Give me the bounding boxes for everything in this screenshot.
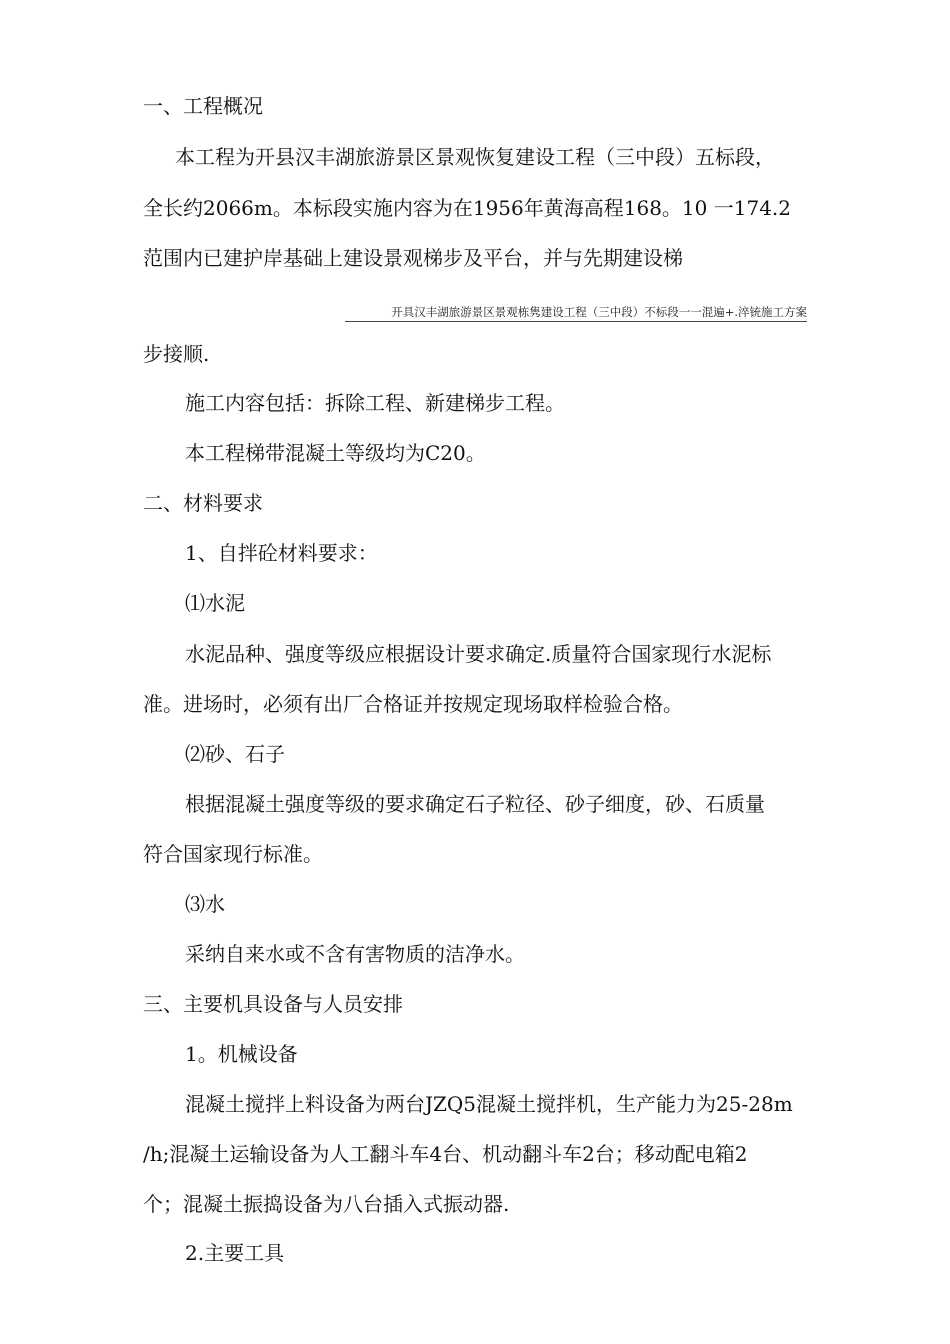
paragraph-line: 范围内已建护岸基础上建设景观梯步及平台，并与先期建设梯 [143,246,683,270]
paragraph-line: 根据混凝土强度等级的要求确定石子粒径、砂子细度，砂、石质量 [185,792,765,816]
paragraph-line: 本工程为开县汉丰湖旅游景区景观恢复建设工程（三中段）五标段， [175,145,775,169]
paragraph-line: 本工程梯带混凝土等级均为C20。 [185,441,486,465]
section-heading-2: 二、材料要求 [143,491,263,515]
subsection-heading: 1。机械设备 [185,1042,298,1066]
paragraph-line: /h;混凝土运输设备为人工翻斗车4台、机动翻斗车2台；移动配电箱2 [143,1142,748,1166]
item-heading: ⑴水泥 [185,591,245,615]
item-heading: ⑶水 [185,892,225,916]
paragraph-line: 步接顺. [143,342,210,366]
paragraph-line: 施工内容包括：拆除工程、新建梯步工程。 [185,391,565,415]
paragraph-line: 混凝土搅拌上料设备为两台JZQ5混凝土搅拌机，生产能力为25-28m [185,1092,793,1116]
paragraph-line: 符合国家现行标准。 [143,842,323,866]
paragraph-line: 全长约2066m。本标段实施内容为在1956年黄海高程168。10 一174.2 [143,196,791,220]
paragraph-line: 准。进场时，必须有出厂合格证并按规定现场取样检验合格。 [143,692,683,716]
paragraph-line: 水泥品种、强度等级应根据设计要求确定.质量符合国家现行水泥标 [185,642,772,666]
section-heading-1: 一、工程概况 [143,94,263,118]
running-header: 开具汉丰湖旅游景区景观栋隽建设工程（三中段）不标段一一混遍+.淬铳施工方案 [345,304,807,322]
paragraph-line: 采纳自来水或不含有害物质的洁净水。 [185,942,525,966]
subsection-heading: 2.主要工具 [185,1241,285,1265]
paragraph-line: 个；混凝土振捣设备为八台插入式振动器. [143,1192,510,1216]
section-heading-3: 三、主要机具设备与人员安排 [143,992,403,1016]
item-heading: ⑵砂、石子 [185,742,285,766]
subsection-heading: 1、自拌砼材料要求： [185,541,378,565]
